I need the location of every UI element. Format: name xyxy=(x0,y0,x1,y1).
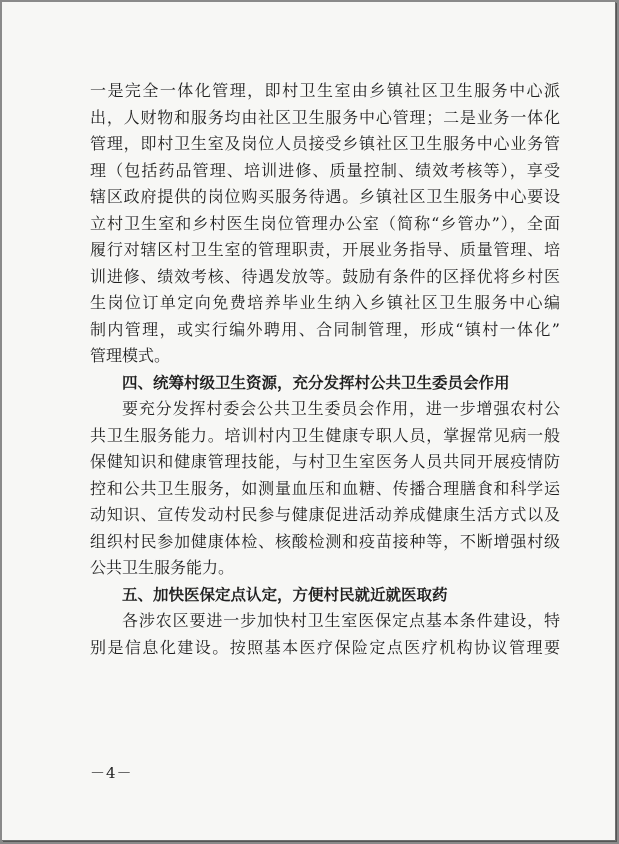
text-line: 立村卫生室和乡村医生岗位管理办公室（简称“乡管办”），全面 xyxy=(90,213,560,233)
document-page xyxy=(2,2,616,841)
text-line: 出，人财物和服务均由社区卫生服务中心管理；二是业务一体化 xyxy=(90,107,560,127)
text-line: 管理模式。 xyxy=(90,346,171,365)
document-body xyxy=(90,78,560,661)
text-line: 管理，即村卫生室及岗位人员接受乡镇社区卫生服务中心业务管 xyxy=(90,134,560,153)
text-line: 动知识、宣传发动村民参与健康促进活动养成健康生活方式以及 xyxy=(90,505,560,524)
text-line: 训进修、绩效考核、待遇发放等。鼓励有条件的区择优将乡村医 xyxy=(90,266,560,286)
text-line: 保健知识和健康管理技能，与村卫生室医务人员共同开展疫情防 xyxy=(90,452,560,471)
text-line: 各涉农区要进一步加快村卫生室医保定点基本条件建设，特 xyxy=(122,611,560,630)
text-line: 制内管理，或实行编外聘用、合同制管理，形成“镇村一体化” xyxy=(90,319,560,339)
text-line: 生岗位订单定向免费培养毕业生纳入乡镇社区卫生服务中心编 xyxy=(90,293,560,312)
text-line: 公共卫生服务能力。 xyxy=(90,558,235,577)
text-line: 控和公共卫生服务，如测量血压和血糖、传播合理膳食和科学运 xyxy=(90,478,560,498)
text-line: 一是完全一体化管理，即村卫生室由乡镇社区卫生服务中心派 xyxy=(90,81,560,100)
text-line: 履行对辖区村卫生室的管理职责，开展业务指导、质量管理、培 xyxy=(90,240,560,259)
section-heading-4: 四、统筹村级卫生资源，充分发挥村公共卫生委员会作用 xyxy=(122,373,510,392)
text-line: 共卫生服务能力。培训村内卫生健康专职人员，掌握常见病一般 xyxy=(90,425,560,445)
text-line: 辖区政府提供的岗位购买服务待遇。乡镇社区卫生服务中心要设 xyxy=(90,187,560,206)
text-line: 组织村民参加健康体检、核酸检测和疫苗接种等，不断增强村级 xyxy=(90,531,560,551)
text-line: 要充分发挥村委会公共卫生委员会作用，进一步增强农村公 xyxy=(122,399,560,418)
section-heading-5: 五、加快医保定点认定，方便村民就近就医取药 xyxy=(122,585,448,604)
page-number: －4－ xyxy=(90,764,133,782)
text-line: 别是信息化建设。按照基本医疗保险定点医疗机构协议管理要 xyxy=(90,637,560,657)
text-line: 理（包括药品管理、培训进修、质量控制、绩效考核等），享受 xyxy=(90,160,560,180)
